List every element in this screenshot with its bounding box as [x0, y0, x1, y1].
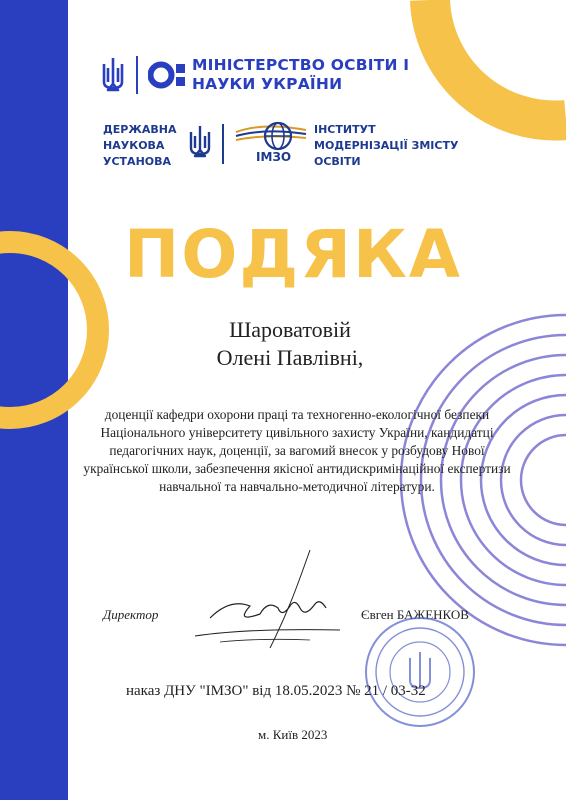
certificate-title: ПОДЯКА — [124, 216, 462, 293]
state-institution-label — [103, 122, 176, 170]
imzo-name-line3: ОСВІТИ — [314, 155, 361, 168]
header-divider — [136, 56, 138, 94]
signer-role: Директор — [103, 607, 159, 622]
imzo-name-line1: ІНСТИТУТ — [314, 123, 376, 136]
signer-name: Євген БАЖЕНКОВ — [361, 607, 469, 622]
recipient-name-line2: Олені Павлівні, — [216, 345, 364, 370]
top-right-yellow-arc — [430, 0, 566, 120]
institution-divider — [222, 124, 224, 164]
city-year: м. Київ 2023 — [258, 727, 328, 742]
small-trident-icon — [188, 124, 212, 160]
ministry-logo-icon — [148, 56, 188, 94]
state-institution-line1: ДЕРЖАВНА — [103, 123, 177, 136]
trident-icon — [100, 56, 126, 94]
state-institution-line3: УСТАНОВА — [103, 155, 172, 168]
ministry-name — [192, 56, 409, 94]
signature-mark — [190, 548, 350, 658]
imzo-globe-icon — [234, 120, 308, 152]
order-reference: наказ ДНУ "ІМЗО" від 18.05.2023 № 21 / 03-32 — [126, 683, 426, 699]
imzo-name-line2: МОДЕРНІЗАЦІЇ ЗМІСТУ — [314, 139, 459, 152]
ministry-name-line1: МІНІСТЕРСТВО ОСВІТИ І — [192, 56, 410, 74]
imzo-logo-text: ІМЗО — [256, 150, 292, 164]
state-institution-line2: НАУКОВА — [103, 139, 165, 152]
recipient-name-line1: Шароватовій — [229, 317, 351, 342]
recipient-description: доценції кафедри охорони праці та техногенно-екологічної безпеки Національного університету цивільного захисту України, кандидатці педагогічних наук, доценції, за вагомий внесок у розбудову Нової української школи, забезпечення якісної антидискримінаційної експертизи навчальної та навчально-методичної літератури. — [83, 407, 511, 494]
recipient-name — [120, 316, 460, 372]
official-stamp — [362, 614, 478, 730]
ministry-name-line2: НАУКИ УКРАЇНИ — [192, 75, 343, 93]
imzo-full-name — [314, 122, 458, 170]
